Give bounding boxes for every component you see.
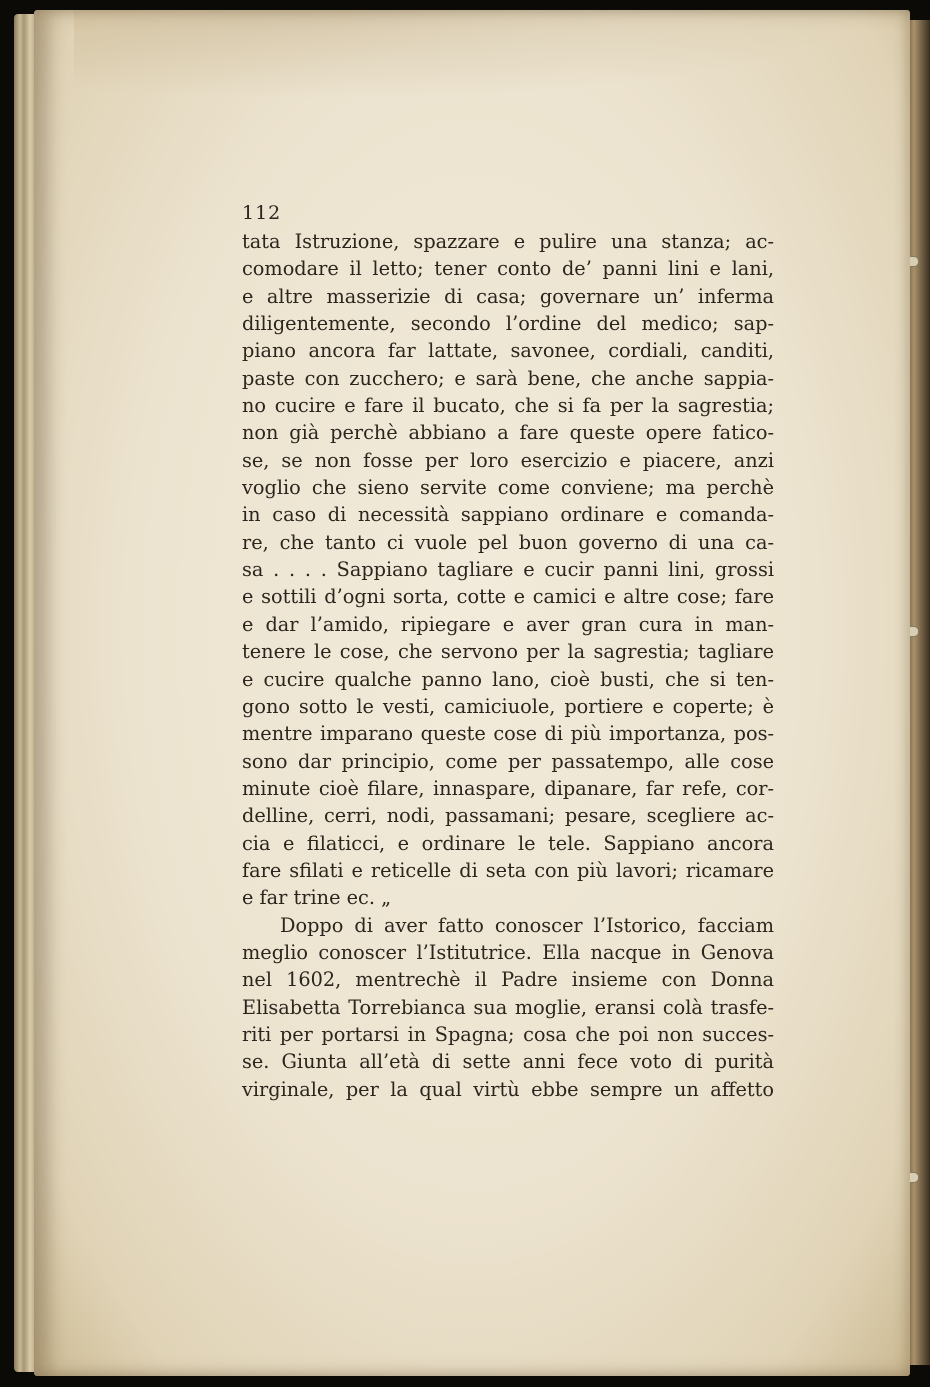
text-line: in caso di necessità sappiano ordinare e comanda-: [242, 503, 774, 527]
text-line: cia e filaticci, e ordinare le tele. Sappiano ancora: [242, 831, 774, 855]
text-line: e dar l’amido, ripiegare e aver gran cura in man-: [242, 612, 774, 636]
page-content: [242, 198, 774, 1103]
text-line: non già perchè abbiano a fare queste opere fatico-: [242, 421, 774, 445]
text-line: tata Istruzione, spazzare e pulire una stanza; ac-: [242, 230, 774, 253]
paper-stain: [74, 10, 874, 100]
text-line: comodare il letto; tener conto de’ panni lini e lani,: [242, 257, 774, 281]
text-line: se. Giunta all’età di sette anni fece voto di purità: [242, 1050, 774, 1074]
text-line: gono sotto le vesti, camiciuole, portiere e coperte; è: [242, 694, 774, 718]
text-line: minute cioè filare, innaspare, dipanare, far refe, cor-: [242, 776, 774, 800]
text-line: e cucire qualche panno lano, cioè busti, che si ten-: [242, 667, 774, 691]
text-line: voglio che sieno servite come conviene; ma perchè: [242, 476, 774, 500]
text-line: paste con zucchero; e sarà bene, che anche sappia-: [242, 366, 774, 390]
page-number: 112: [242, 202, 282, 224]
text-line: riti per portarsi in Spagna; cosa che poi non succes-: [242, 1022, 774, 1046]
body-text: [242, 228, 774, 1103]
text-line: tenere le cose, che servono per la sagrestia; tagliare: [242, 640, 774, 664]
text-line: fare sfilati e reticelle di seta con più lavori; ricamare: [242, 858, 774, 882]
text-line: Elisabetta Torrebianca sua moglie, eransi colà trasfe-: [242, 995, 774, 1019]
text-line: nel 1602, mentrechè il Padre insieme con Donna: [242, 968, 774, 992]
text-line: sono dar principio, come per passatempo, alle cose: [242, 749, 774, 773]
text-line: mentre imparano queste cose di più importanza, pos-: [242, 722, 774, 746]
text-line: e sottili d’ogni sorta, cotte e camici e altre cose; fare: [242, 585, 774, 609]
text-line: sa . . . . Sappiano tagliare e cucir panni lini, grossi: [242, 558, 774, 582]
text-line: delline, cerri, nodi, passamani; pesare, scegliere ac-: [242, 804, 774, 828]
text-line: se, se non fosse per loro esercizio e piacere, anzi: [242, 448, 774, 472]
text-line: diligentemente, secondo l’ordine del medico; sap-: [242, 312, 774, 336]
text-line: meglio conoscer l’Istitutrice. Ella nacque in Genova: [242, 940, 774, 964]
text-line: no cucire e fare il bucato, che si fa per la sagrestia;: [242, 394, 774, 418]
text-line: e altre masserizie di casa; governare un’ inferma: [242, 284, 774, 308]
text-line: Doppo di aver fatto conoscer l’Istorico, facciam: [280, 913, 774, 937]
text-line: re, che tanto ci vuole pel buon governo di una ca-: [242, 530, 774, 554]
text-line: e far trine ec. „: [242, 886, 392, 910]
text-line: piano ancora far lattate, savonee, cordiali, canditi,: [242, 339, 774, 363]
text-line: virginale, per la qual virtù ebbe sempre un affetto: [242, 1077, 774, 1101]
